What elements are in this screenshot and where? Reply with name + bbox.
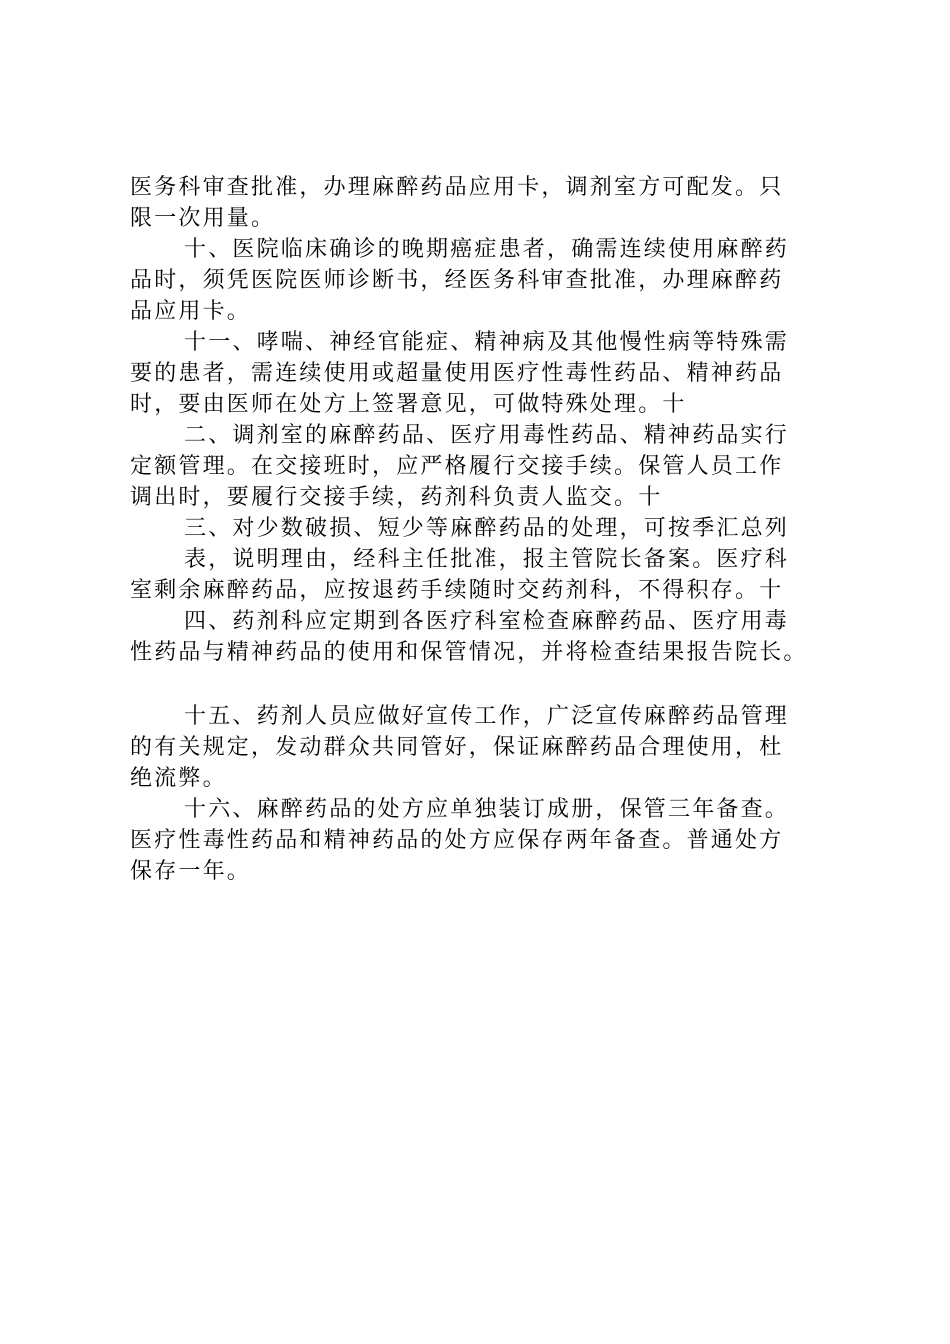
text-line: 限一次用量。 bbox=[130, 206, 276, 231]
document-body bbox=[130, 172, 850, 887]
text-line: 调出时，要履行交接手续，药剂科负责人监交。十 bbox=[130, 485, 663, 510]
text-line: 室剩余麻醉药品，应按退药手续随时交药剂科，不得积存。十 bbox=[130, 578, 784, 603]
text-line: 的有关规定，发动群众共同管好，保证麻醉药品合理使用，杜 bbox=[130, 735, 784, 760]
text-line: 保存一年。 bbox=[130, 859, 252, 884]
text-line: 十六、麻醉药品的处方应单独装订成册，保管三年备查。 bbox=[184, 797, 790, 822]
paragraph-15 bbox=[130, 701, 850, 794]
text-line: 品应用卡。 bbox=[130, 299, 252, 324]
text-line: 二、调剂室的麻醉药品、医疗用毒性药品、精神药品实行 bbox=[184, 423, 790, 448]
text-line: 十一、哮喘、神经官能症、精神病及其他慢性病等特殊需 bbox=[184, 330, 790, 355]
paragraph-13 bbox=[130, 513, 850, 606]
text-line: 定额管理。在交接班时，应严格履行交接手续。保管人员工作 bbox=[130, 454, 784, 479]
text-line: 表，说明理由，经科主任批准，报主管院长备案。医疗科 bbox=[184, 547, 790, 572]
paragraph-14 bbox=[130, 606, 850, 668]
text-line: 品时，须凭医院医师诊断书，经医务科审查批准，办理麻醉药 bbox=[130, 268, 784, 293]
paragraph-10 bbox=[130, 234, 850, 327]
paragraph-12 bbox=[130, 420, 850, 513]
paragraph-11 bbox=[130, 327, 850, 420]
text-line: 时，要由医师在处方上签署意见，可做特殊处理。十 bbox=[130, 392, 687, 417]
text-line: 绝流弊。 bbox=[130, 766, 227, 791]
paragraph-spacer bbox=[130, 668, 850, 701]
text-line: 医务科审查批准，办理麻醉药品应用卡，调剂室方可配发。只 bbox=[130, 175, 784, 200]
text-line: 要的患者，需连续使用或超量使用医疗性毒性药品、精神药品 bbox=[130, 361, 784, 386]
text-line: 十五、药剂人员应做好宣传工作，广泛宣传麻醉药品管理 bbox=[184, 704, 790, 729]
text-line: 性药品与精神药品的使用和保管情况，并将检查结果报告院长。 bbox=[130, 640, 808, 665]
paragraph-1 bbox=[130, 172, 850, 234]
text-line: 四、药剂科应定期到各医疗科室检查麻醉药品、医疗用毒 bbox=[184, 609, 790, 634]
text-line: 十、医院临床确诊的晚期癌症患者，确需连续使用麻醉药 bbox=[184, 237, 790, 262]
text-line: 三、对少数破损、短少等麻醉药品的处理，可按季汇总列 bbox=[184, 516, 790, 541]
paragraph-16 bbox=[130, 794, 850, 887]
text-line: 医疗性毒性药品和精神药品的处方应保存两年备查。普通处方 bbox=[130, 828, 784, 853]
